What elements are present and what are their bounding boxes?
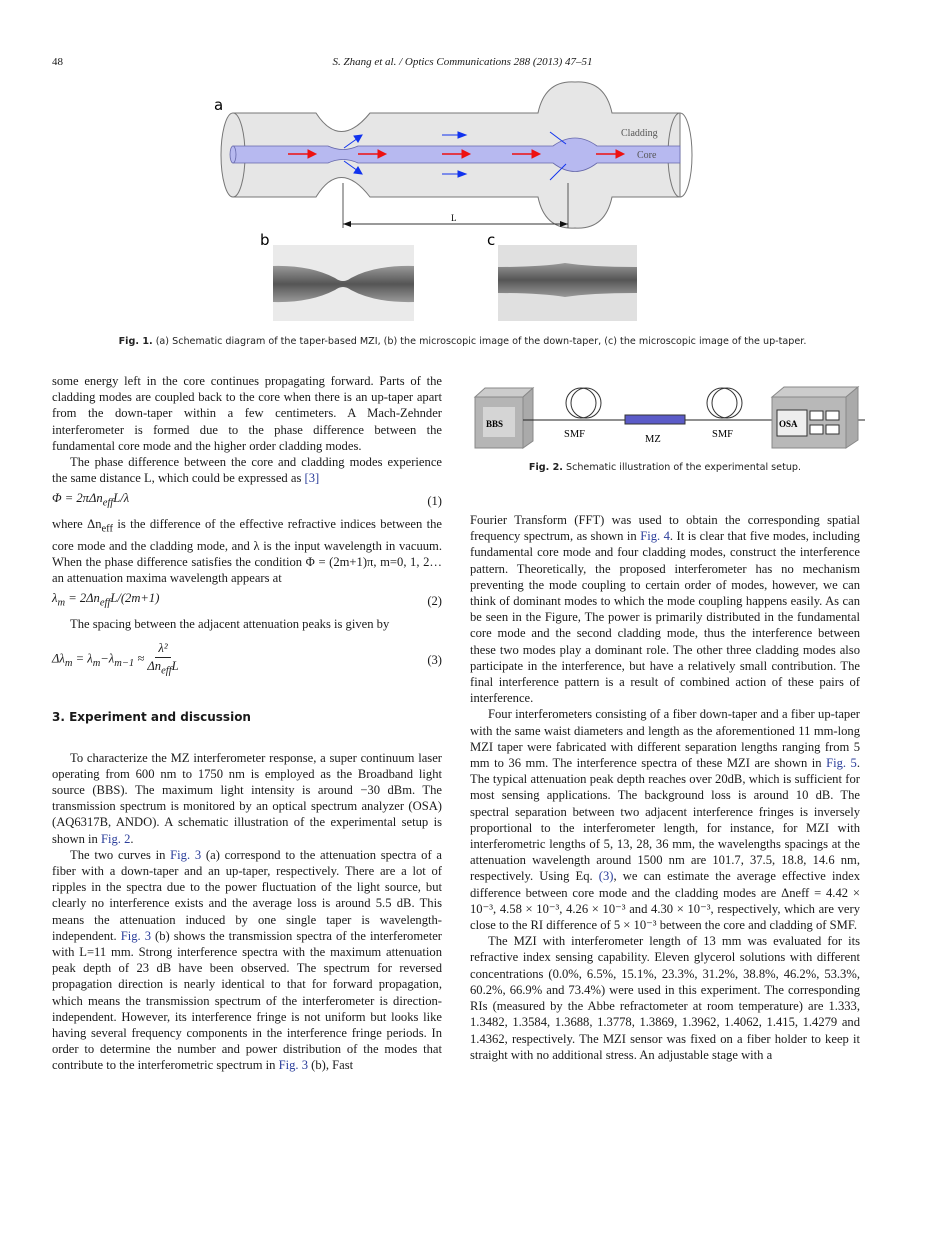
- paragraph: The MZI with interferometer length of 13 mm was evaluated for its refractive index sensing capability. Eleven glycerol solutions with different concentrations (0.0%, 6.5%, 15.1%, 23.3%, 31.2%, 38.8%, 46.2%, 53.3%, 60.2%, 66.9% and 73.4%) were used in this experiment. The corresponding RIs (measured by the Abbe refractometer at room temperature) are 1.333, 1.3482, 1.3584, 1.3688, 1.3778, 1.3869, 1.3962, 1.4062, 1.415, 1.4279 and 1.4362, respectively. The MZI sensor was fixed on a fiber holder to keep it straight with no additional stress. An adjustable stage with a: [470, 934, 860, 1062]
- fig2-caption: [470, 462, 860, 473]
- right-column: [470, 512, 860, 1063]
- left-column: [52, 373, 442, 1074]
- equation-number: (3): [427, 652, 442, 667]
- osa-box: [772, 387, 858, 448]
- fig2-caption-label: Fig. 2.: [528, 462, 563, 473]
- fig-link[interactable]: Fig. 4: [640, 529, 670, 544]
- fig-link[interactable]: Fig. 3: [278, 1058, 309, 1073]
- fig1-caption-text: (a) Schematic diagram of the taper-based MZI, (b) the microscopic image of the down-taper, (c) the microscopic image of the up-taper.: [152, 336, 807, 347]
- length-label: L: [451, 213, 457, 223]
- paragraph: Four interferometers consisting of a fiber down-taper and a fiber up-taper with the same waist diameters and length as the aforementioned 11 mm-long MZI taper were fabricated with different separation lengths ranging from 5 mm to 36 mm. The interference spectra of these MZI are shown in Fig. 5. The typical attenuation peak depth reaches over 20dB, which is sufficient for most sensing applications. The background loss is around 10 dB. The spectral separation between two adjacent interference fringes is inversely proportional to the interferometer length, for instance, for MZI with interferometric lengths of 5, 13, 28, 36 mm, the wavelengths spacings at the attenuation wavelength around 1500 nm are 101.7, 37.5, 18.8, 14.6 nm, respectively. Using Eq. (3), we can estimate the average effective index difference between core mode and the cladding modes are Δneff = 4.42 × 10⁻³, 4.58 × 10⁻³, 4.26 × 10⁻³ and 4.30 × 10⁻³, respectively, which are very close to the RI difference of 5 × 10⁻³ between the core and cladding of SMF.: [470, 707, 860, 933]
- up-taper-micrograph: [498, 245, 637, 321]
- fig-link[interactable]: Fig. 3: [170, 847, 202, 862]
- fig1-caption-label: Fig. 1.: [118, 336, 153, 347]
- paragraph: The two curves in Fig. 3 (a) correspond to the attenuation spectra of a fiber with a down-taper and an up-taper, respectively. There are a lot of ripples in the spectra due to the power fluctuation of the light source, but clearly no interference exists and the average loss is around 5.5 dB. This means the attenuation induced by one single taper is wavelength-independent. Fig. 3 (b) shows the transmission spectra of the interferometer with L=11 mm. Strong interference spectra with the maximum attenuation peak depth of 23 dB have been observed. The spectrum for reversed propagation direction is nearly identical to that for forward propagation, which means the transmission spectrum of the interferometer is direction-independent. However, its interference fringe is not uniform but looks like having several frequency components in the interference fringe periods. In order to determine the number and power distribution of the modes that contribute to the interferometric spectrum in Fig. 3 (b), Fast: [52, 847, 442, 1073]
- figure-1: [200, 80, 720, 325]
- section-heading: 3. Experiment and discussion: [52, 710, 251, 725]
- smf-coil-1: [566, 388, 601, 418]
- fig1-caption: [0, 336, 925, 347]
- paragraph: some energy left in the core continues propagating forward. Parts of the cladding modes are coupled back to the core when there is an up-taper apart from the down-taper within a few centimeters. A Mach-Zehnder interferometer is formed due to the phase difference between the fundamental core mode and the higher order cladding modes.: [52, 374, 442, 453]
- core-label: Core: [637, 150, 657, 161]
- panel-c-label: c: [487, 231, 496, 249]
- page-number: 48: [52, 56, 63, 68]
- figure-2: [470, 385, 865, 450]
- equation-2: $\lambda_m = 2\Delta n_{eff}L/(2m+1)$ (2): [52, 591, 442, 609]
- equation-number: (2): [427, 594, 442, 609]
- mz-label: MZ: [645, 434, 661, 445]
- bbs-label: BBS: [486, 419, 504, 429]
- smf1-label: SMF: [564, 429, 586, 440]
- fig2-caption-text: Schematic illustration of the experimental setup.: [562, 462, 802, 473]
- running-title: S. Zhang et al. / Optics Communications 288 (2013) 47–51: [332, 56, 593, 68]
- smf-coil-2: [707, 388, 742, 418]
- equation-1: Φ = 2πΔn$_{eff}$L/λ (1): [52, 491, 442, 509]
- fig-link[interactable]: Fig. 3: [120, 928, 152, 943]
- fig-link[interactable]: Fig. 5: [826, 756, 857, 771]
- paragraph: The spacing between the adjacent attenuation peaks is given by: [70, 617, 390, 632]
- ref-link[interactable]: [3]: [304, 471, 320, 486]
- panel-a-label: a: [214, 96, 224, 114]
- smf2-label: SMF: [712, 429, 734, 440]
- down-taper-micrograph: [273, 245, 414, 321]
- equation-number: (1): [427, 494, 442, 509]
- mz-element: [625, 415, 685, 424]
- panel-b-label: b: [260, 231, 270, 249]
- paragraph: To characterize the MZ interferometer response, a super continuum laser operating from 600 nm to 1750 nm is employed as the Broadband light source (BBS). The maximum light intensity is around −30 dBm. The transmission spectrum is monitored by an optical spectrum analyzer (OSA) (AQ6317B, ANDO). A schematic illustration of the experimental setup is shown in Fig. 2.: [52, 750, 442, 846]
- fig1-panel-a-diagram: [221, 82, 692, 228]
- cladding-label: Cladding: [621, 128, 658, 139]
- paragraph: The phase difference between the core and cladding modes experience the same distance L, which could be expressed as [3]: [52, 455, 442, 486]
- bbs-box: [475, 388, 533, 448]
- paragraph: Fourier Transform (FFT) was used to obtain the corresponding spatial frequency spectrum, as shown in Fig. 4. It is clear that five modes, including fundamental core mode and four cladding modes, construct the interference pattern. Theoretically, the proposed interferometer has no mechanism preventing the mode coupling to certain order of modes, however, we can think of dominant modes to which the mode coupling happens easily. As can be seen in the Figure, The power is primarily distributed in the fundamental core mode and the second cladding mode, thus the interference between these two modes play a dominant role. The other three cladding modes also participate in the interference, but have a relatively small contribution. The final interference pattern is a result of combined action of these pairs of interference.: [470, 513, 860, 706]
- osa-label: OSA: [779, 419, 798, 429]
- equation-3: $\Delta\lambda_m = \lambda_m-\lambda_{m-1}$ ≈ $\frac{\text{λ²}}{\Delta n_{eff}L}$ (3): [52, 641, 442, 677]
- eq-link[interactable]: (3): [598, 869, 614, 884]
- paragraph: where $\Delta n_{eff}$ is the difference of the effective refractive indices between the core mode and the cladding mode, and λ is the input wavelength in vacuum. When the phase difference satisfies the condition Φ = (2m+1)π, m=0, 1, 2… an attenuation maxima wavelength appears at: [52, 517, 443, 586]
- fig-link[interactable]: Fig. 2: [100, 831, 131, 846]
